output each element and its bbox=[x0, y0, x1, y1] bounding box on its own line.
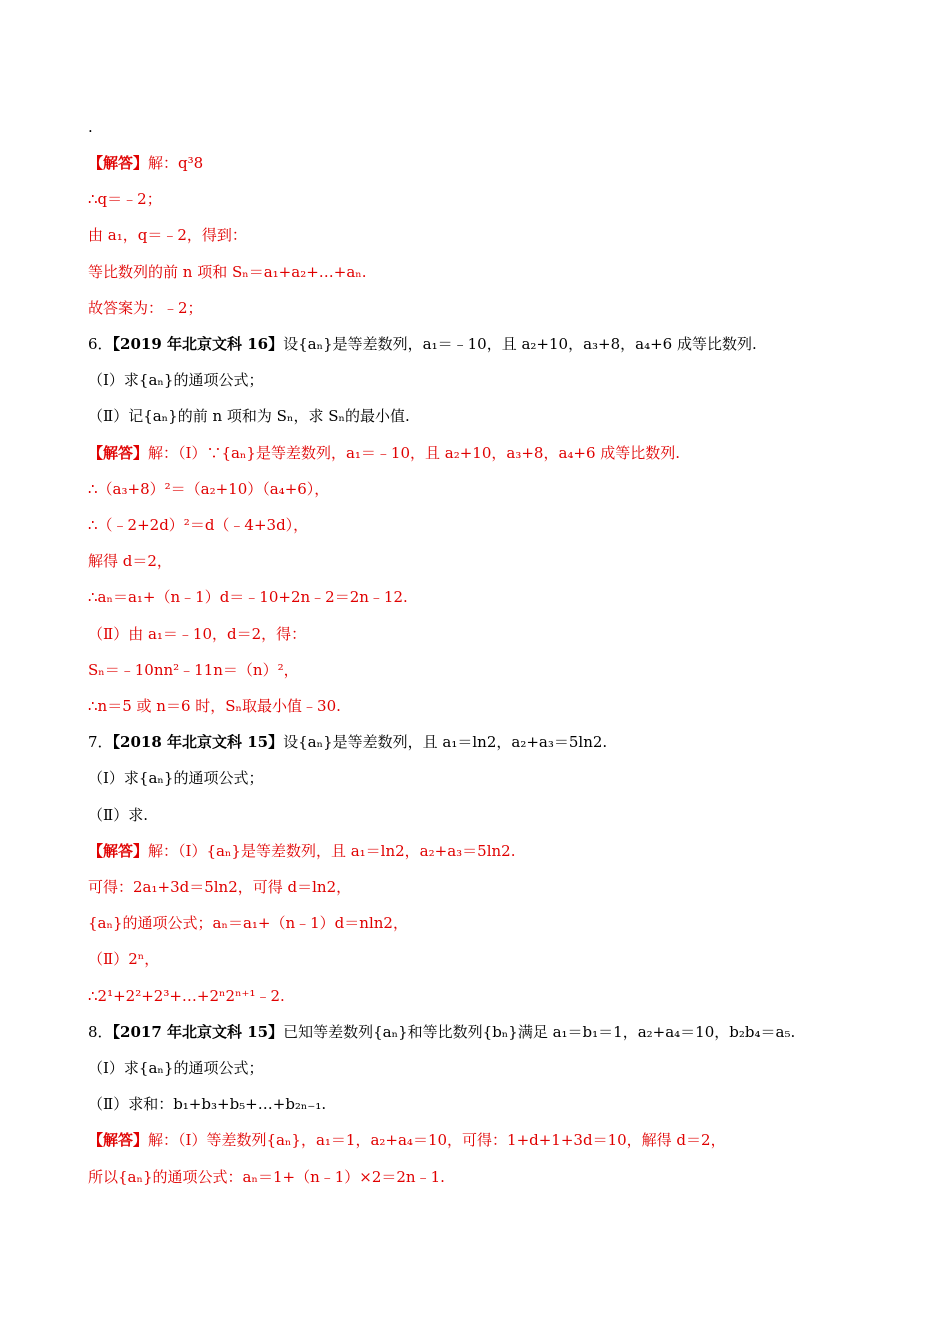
text-line: 等比数列的前 n 项和 Sₙ＝a₁+a₂+…+aₙ. bbox=[88, 262, 367, 281]
text-line: ∴2¹+2²+2³+…+2ⁿ2ⁿ⁺¹﹣2. bbox=[88, 986, 285, 1005]
text-line: （Ⅰ）求{aₙ}的通项公式； bbox=[88, 769, 264, 788]
text-line: ∴aₙ＝a₁+（n﹣1）d＝﹣10+2n﹣2＝2n﹣12. bbox=[88, 588, 408, 607]
text-line: 由 a₁，q＝﹣2，得到： bbox=[88, 226, 247, 245]
text-line: （Ⅱ）求和：b₁+b₃+b₅+…+b₂ₙ₋₁. bbox=[88, 1095, 327, 1114]
text-line: （Ⅱ）由 a₁＝﹣10，d＝2，得： bbox=[88, 624, 307, 643]
text-line: 故答案为：﹣2； bbox=[88, 298, 203, 317]
text-line: 7．【2018 年北京文科 15】设{aₙ}是等差数列，且 a₁＝ln2，a₂+a₃＝5ln2. bbox=[88, 733, 608, 752]
text-line: （Ⅱ）求. bbox=[88, 805, 148, 824]
text-line: （Ⅰ）求{aₙ}的通项公式； bbox=[88, 1059, 264, 1077]
text-line: 【解答】解：q³8 bbox=[88, 154, 204, 172]
text-line: 可得：2a₁+3d＝5ln2，可得 d＝ln2， bbox=[88, 878, 352, 896]
text-line: （Ⅱ）2ⁿ， bbox=[88, 950, 160, 969]
text-line: ∴（﹣2+2d）²＝d（﹣4+3d）， bbox=[88, 516, 309, 534]
text-line: 【解答】解：（Ⅰ）等差数列{aₙ}，a₁＝1，a₂+a₄＝10，可得：1+d+1+3d＝10，解得 d＝2， bbox=[88, 1131, 726, 1150]
keyword-label: 【2017 年北京文科 15】 bbox=[112, 1022, 284, 1041]
text-line: ∴n＝5 或 n＝6 时，Sₙ取最小值﹣30. bbox=[88, 697, 341, 715]
text-line: ∴（a₃+8）²＝（a₂+10）（a₄+6）， bbox=[88, 479, 330, 498]
text-line: 【解答】解：（Ⅰ）∵{aₙ}是等差数列，a₁＝﹣10，且 a₂+10，a₃+8，a₄+6 成等比数列. bbox=[88, 443, 681, 462]
text-line: Sₙ＝﹣10nn²﹣11n＝（n）²， bbox=[88, 660, 299, 679]
text-line: 6．【2019 年北京文科 16】设{aₙ}是等差数列，a₁＝﹣10，且 a₂+10，a₃+8，a₄+6 成等比数列. bbox=[88, 335, 757, 353]
text-line: 所以{aₙ}的通项公式：aₙ＝1+（n﹣1）×2＝2n﹣1. bbox=[88, 1167, 445, 1186]
keyword-label: 【解答】 bbox=[88, 841, 149, 860]
keyword-label: 【2018 年北京文科 15】 bbox=[112, 733, 284, 752]
keyword-label: 【解答】 bbox=[88, 1131, 149, 1150]
text-line: 解得 d＝2， bbox=[88, 552, 172, 571]
text-line: 【解答】解：（Ⅰ）{aₙ}是等差数列，且 a₁＝ln2，a₂+a₃＝5ln2. bbox=[88, 841, 516, 860]
text-line: （Ⅱ）记{aₙ}的前 n 项和为 Sₙ，求 Sₙ的最小值. bbox=[88, 407, 410, 426]
keyword-label: 【2019 年北京文科 16】 bbox=[112, 335, 284, 353]
keyword-label: 【解答】 bbox=[88, 443, 149, 462]
leading-period: . bbox=[88, 118, 93, 136]
text-line: 8．【2017 年北京文科 15】已知等差数列{aₙ}和等比数列{bₙ}满足 a₁＝b₁＝1，a₂+a₄＝10，b₂b₄＝a₅. bbox=[88, 1022, 796, 1041]
text-line: （Ⅰ）求{aₙ}的通项公式； bbox=[88, 371, 264, 390]
text-line: {aₙ}的通项公式；aₙ＝a₁+（n﹣1）d＝nln2， bbox=[88, 914, 408, 933]
keyword-label: 【解答】 bbox=[88, 154, 149, 172]
text-line: ∴q＝﹣2； bbox=[88, 190, 162, 209]
